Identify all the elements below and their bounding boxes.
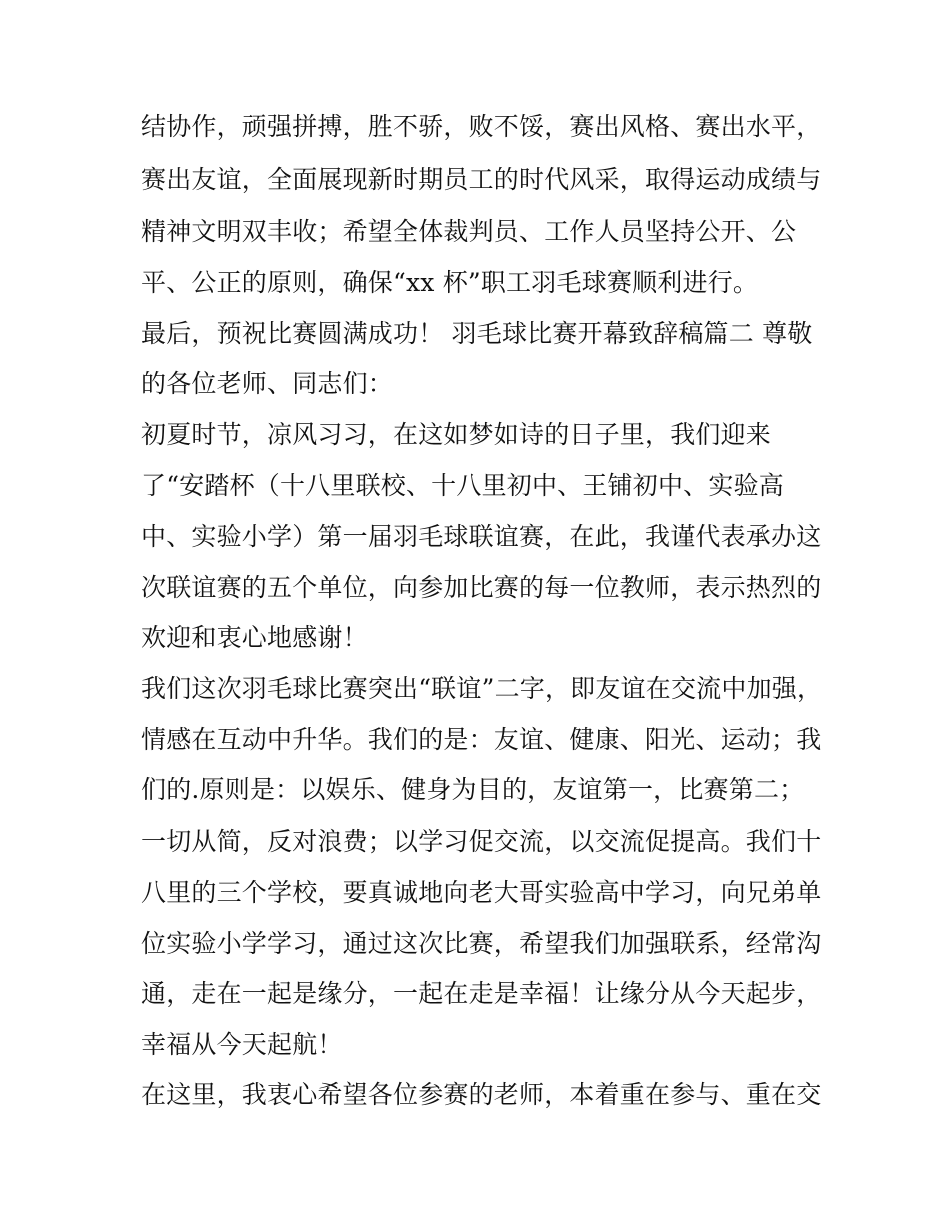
text-line: 次联谊赛的五个单位，向参加比赛的每一位教师，表示热烈的 — [141, 573, 822, 602]
text-line: 位实验小学学习，通过这次比赛，希望我们加强联系，经常沟 — [141, 929, 822, 958]
text-line: 赛出友谊，全面展现新时期员工的时代风采，取得运动成绩与 — [141, 165, 822, 194]
text-line: 们的.原则是：以娱乐、健身为目的，友谊第一，比赛第二； — [141, 775, 805, 804]
text-line: 幸福从今天起航！ — [141, 1030, 343, 1059]
text-line: 一切从简，反对浪费；以学习促交流，以交流促提高。我们十 — [141, 827, 822, 856]
text-line: 我们这次羽毛球比赛突出“联谊”二字，即友谊在交流中加强， — [141, 674, 823, 703]
text-line: 的各位老师、同志们： — [141, 369, 394, 398]
text-line: 欢迎和衷心地感谢！ — [141, 623, 368, 652]
text-line: 初夏时节，凉风习习，在这如梦如诗的日子里，我们迎来 — [141, 420, 772, 449]
text-line: 平、公正的原则，确保“xx 杯”职工羽毛球赛顺利进行。 — [141, 268, 759, 297]
text-line: 结协作，顽强拼搏，胜不骄，败不馁，赛出风格、赛出水平， — [141, 112, 822, 141]
text-line: 了“安踏杯（十八里联校、十八里初中、王铺初中、实验高 — [141, 471, 784, 500]
text-line: 通，走在一起是缘分，一起在走是幸福！让缘分从今天起步， — [141, 979, 822, 1008]
text-line: 中、实验小学）第一届羽毛球联谊赛，在此，我谨代表承办这 — [141, 522, 822, 551]
text-line: 最后，预祝比赛圆满成功！ 羽毛球比赛开幕致辞稿篇二 尊敬 — [141, 319, 813, 348]
text-line: 八里的三个学校，要真诚地向老大哥实验高中学习，向兄弟单 — [141, 878, 822, 907]
text-line: 精神文明双丰收；希望全体裁判员、工作人员坚持公开、公 — [141, 217, 797, 246]
text-line: 在这里，我衷心希望各位参赛的老师，本着重在参与、重在交 — [141, 1080, 822, 1109]
text-line: 情感在互动中升华。我们的是：友谊、健康、阳光、运动；我 — [141, 725, 822, 754]
